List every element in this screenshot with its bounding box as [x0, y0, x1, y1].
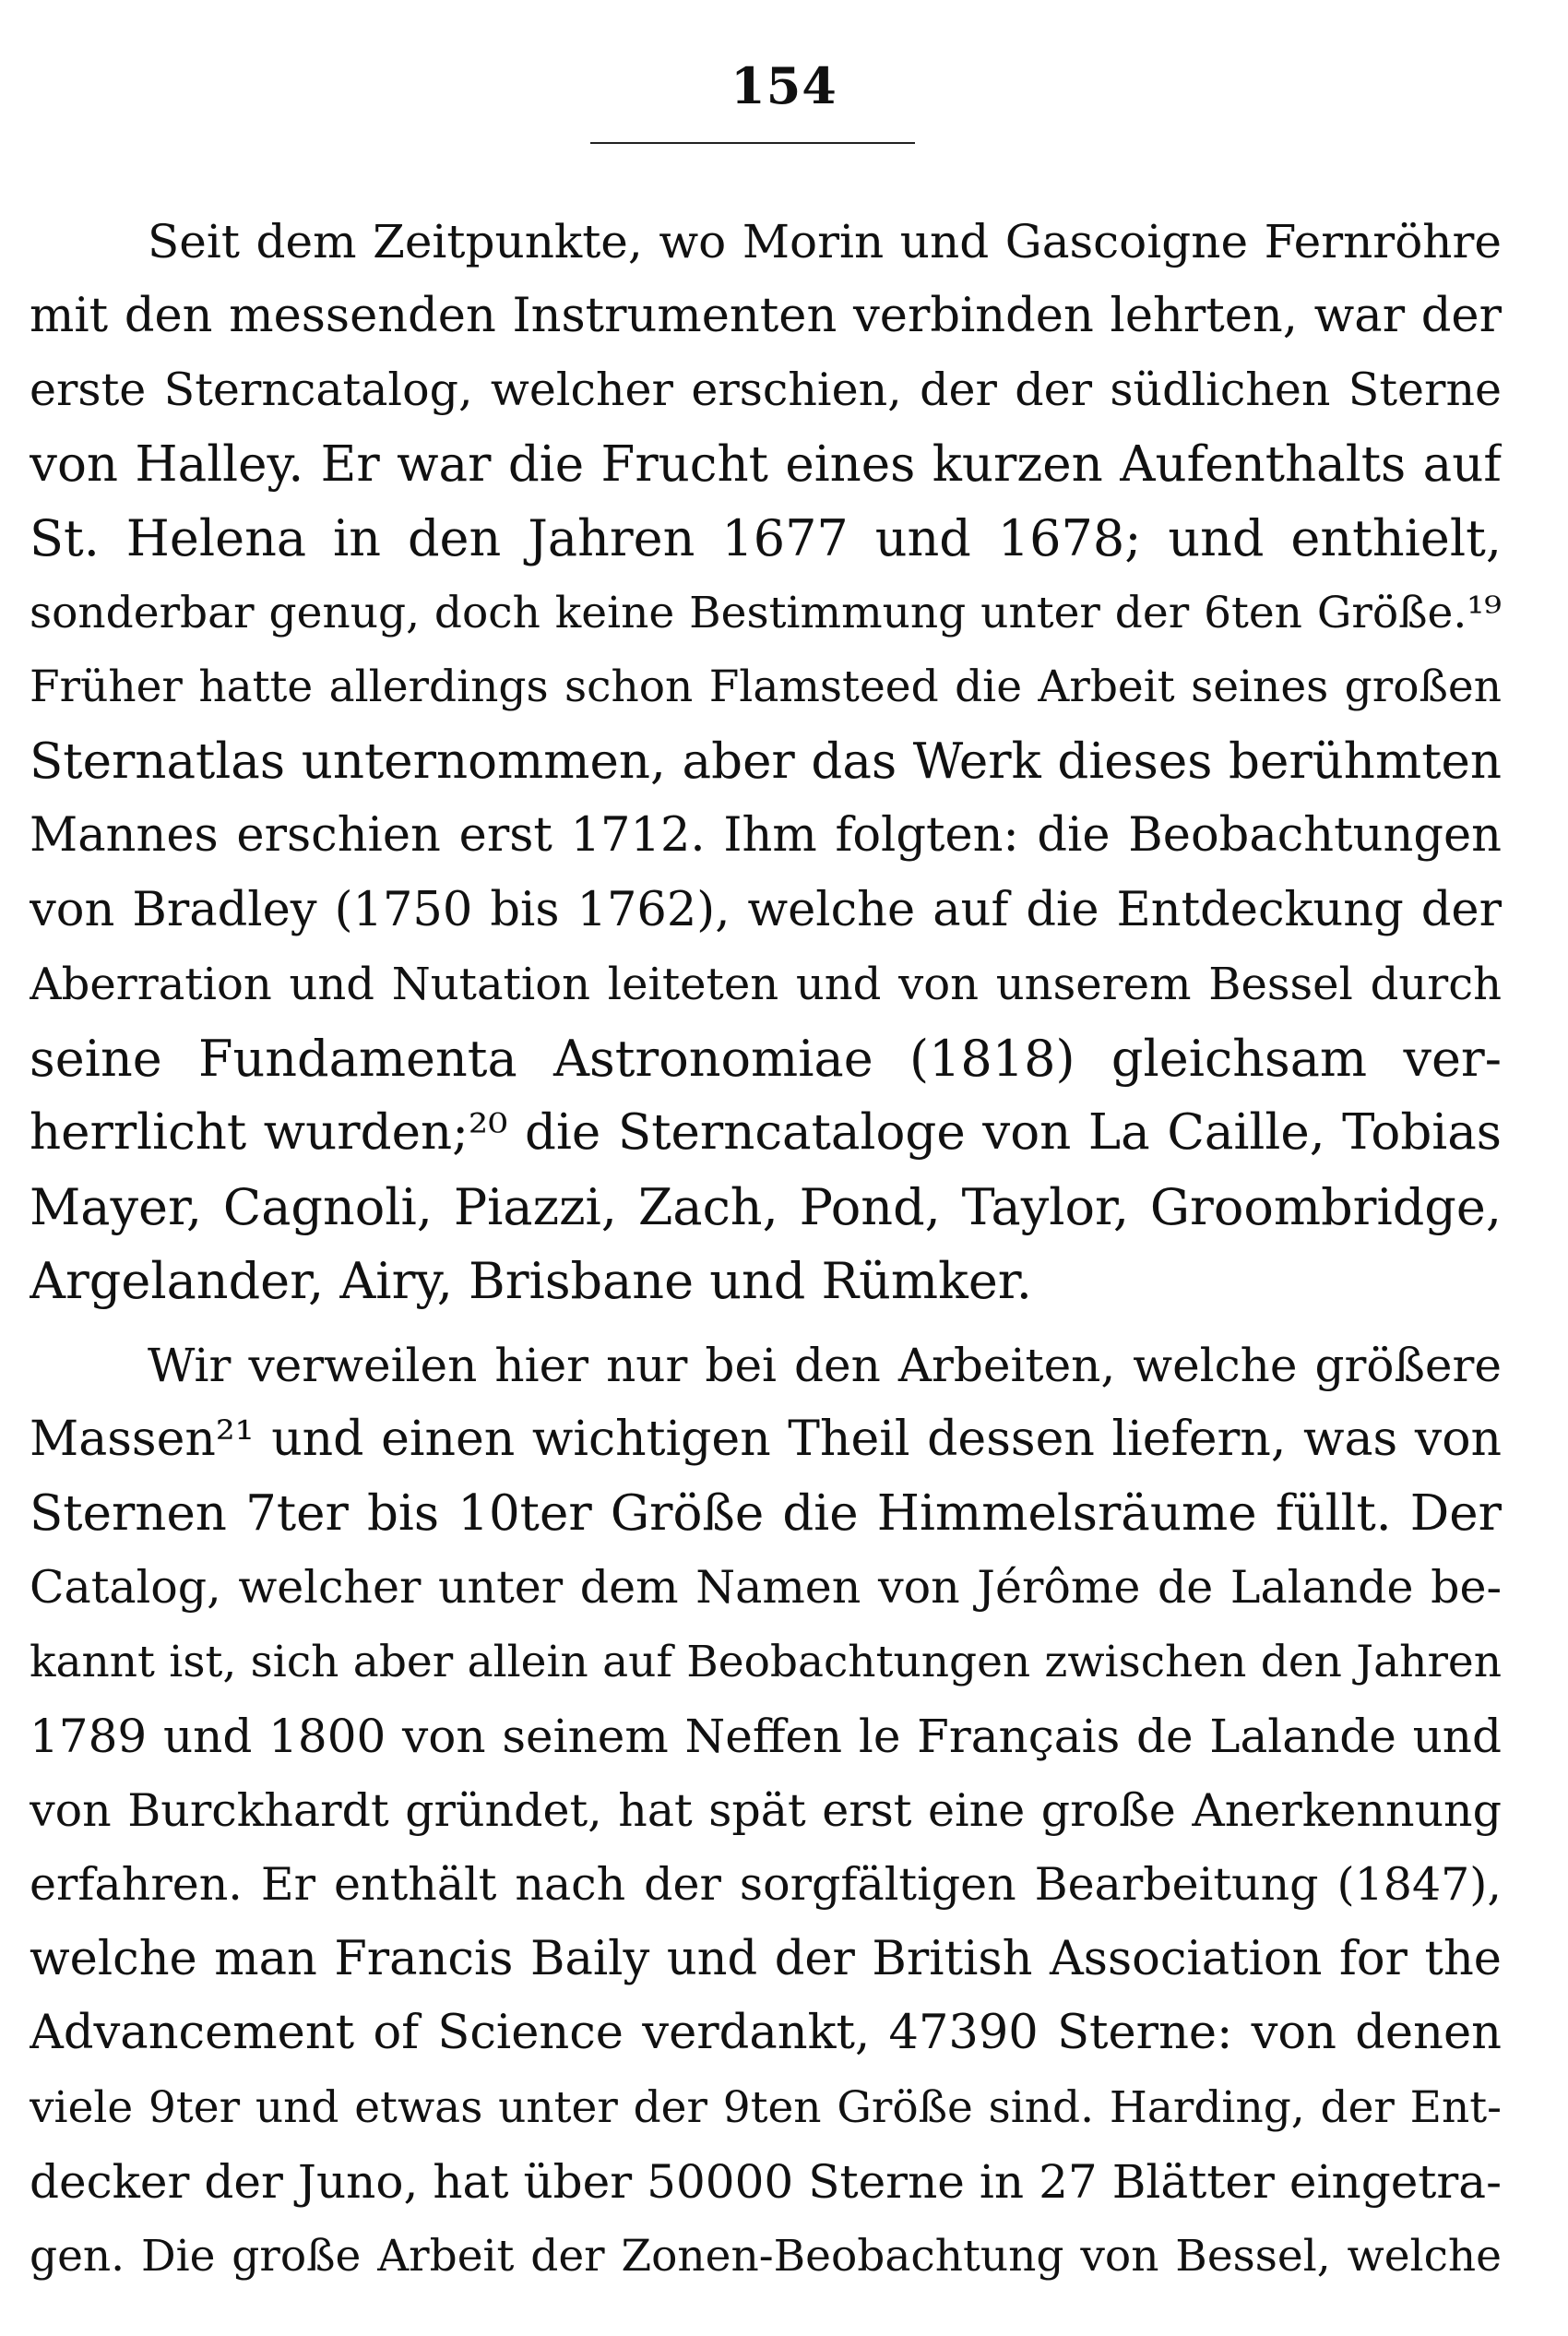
text-line: erste Sterncatalog, welcher erschien, der der südlichen Sterne [30, 364, 1502, 416]
page-number: 154 [731, 56, 837, 115]
text-line: mit den messenden Instrumenten verbinden lehrten, war der [30, 288, 1502, 343]
text-line: viele 9ter und etwas unter der 9ten Größe sind. Harding, der Ent- [30, 2081, 1502, 2133]
text-line: sonderbar genug, doch keine Bestimmung unter der 6ten Größe.¹⁹ [30, 587, 1502, 638]
text-line: Wir verweilen hier nur bei den Arbeiten, welche größere [148, 1338, 1502, 1392]
text-line: gen. Die große Arbeit der Zonen-Beobachtung von Bessel, welche [30, 2230, 1502, 2282]
text-line: kannt ist, sich aber allein auf Beobachtungen zwischen den Jahren [30, 1636, 1502, 1687]
text-line: welche man Francis Baily und der British Association for the [30, 1931, 1502, 1986]
text-line: von Burckhardt gründet, hat spät erst eine große Anerkennung [30, 1783, 1502, 1837]
text-line: Mannes erschien erst 1712. Ihm folgten: die Beobachtungen [30, 808, 1502, 863]
text-line: Mayer, Cagnoli, Piazzi, Zach, Pond, Taylor, Groombridge, [30, 1177, 1502, 1236]
body-text [30, 205, 1502, 2294]
text-line: Aberration und Nutation leiteten und von unserem Bessel durch [30, 959, 1502, 1010]
header-rule [590, 142, 915, 144]
text-line: erfahren. Er enthält nach der sorgfältigen Bearbeitung (1847), [30, 1858, 1502, 1911]
text-line: Advancement of Science verdankt, 47390 Sterne: von denen [30, 2006, 1502, 2060]
text-line: Früher hatte allerdings schon Flamsteed die Arbeit seines großen [30, 661, 1502, 712]
text-line: seine Fundamenta Astronomiae (1818) gleichsam ver- [30, 1029, 1502, 1088]
text-line: Argelander, Airy, Brisbane und Rümker. [30, 1252, 1032, 1310]
text-line: von Bradley (1750 bis 1762), welche auf die Entdeckung der [30, 882, 1502, 937]
text-line: decker der Juno, hat über 50000 Sterne in 27 Blätter eingetra- [30, 2155, 1502, 2209]
text-line: 1789 und 1800 von seinem Neffen le Français de Lalande und [30, 1710, 1502, 1763]
text-line: St. Helena in den Jahren 1677 und 1678; und enthielt, [30, 509, 1502, 567]
text-line: Catalog, welcher unter dem Namen von Jérôme de Lalande be- [30, 1561, 1502, 1614]
text-line: Seit dem Zeitpunkte, wo Morin und Gascoigne Fernröhre [148, 215, 1502, 268]
text-line: Sternatlas unternommen, aber das Werk dieses berühmten [30, 733, 1502, 790]
text-line: Massen²¹ und einen wichtigen Theil dessen liefern, was von [30, 1412, 1502, 1467]
text-line: Sternen 7ter bis 10ter Größe die Himmelsräume füllt. Der [30, 1484, 1502, 1542]
text-line: von Halley. Er war die Frucht eines kurzen Aufenthalts auf [30, 435, 1502, 493]
text-line: herrlicht wurden;²⁰ die Sterncataloge von La Caille, Tobias [30, 1104, 1502, 1161]
